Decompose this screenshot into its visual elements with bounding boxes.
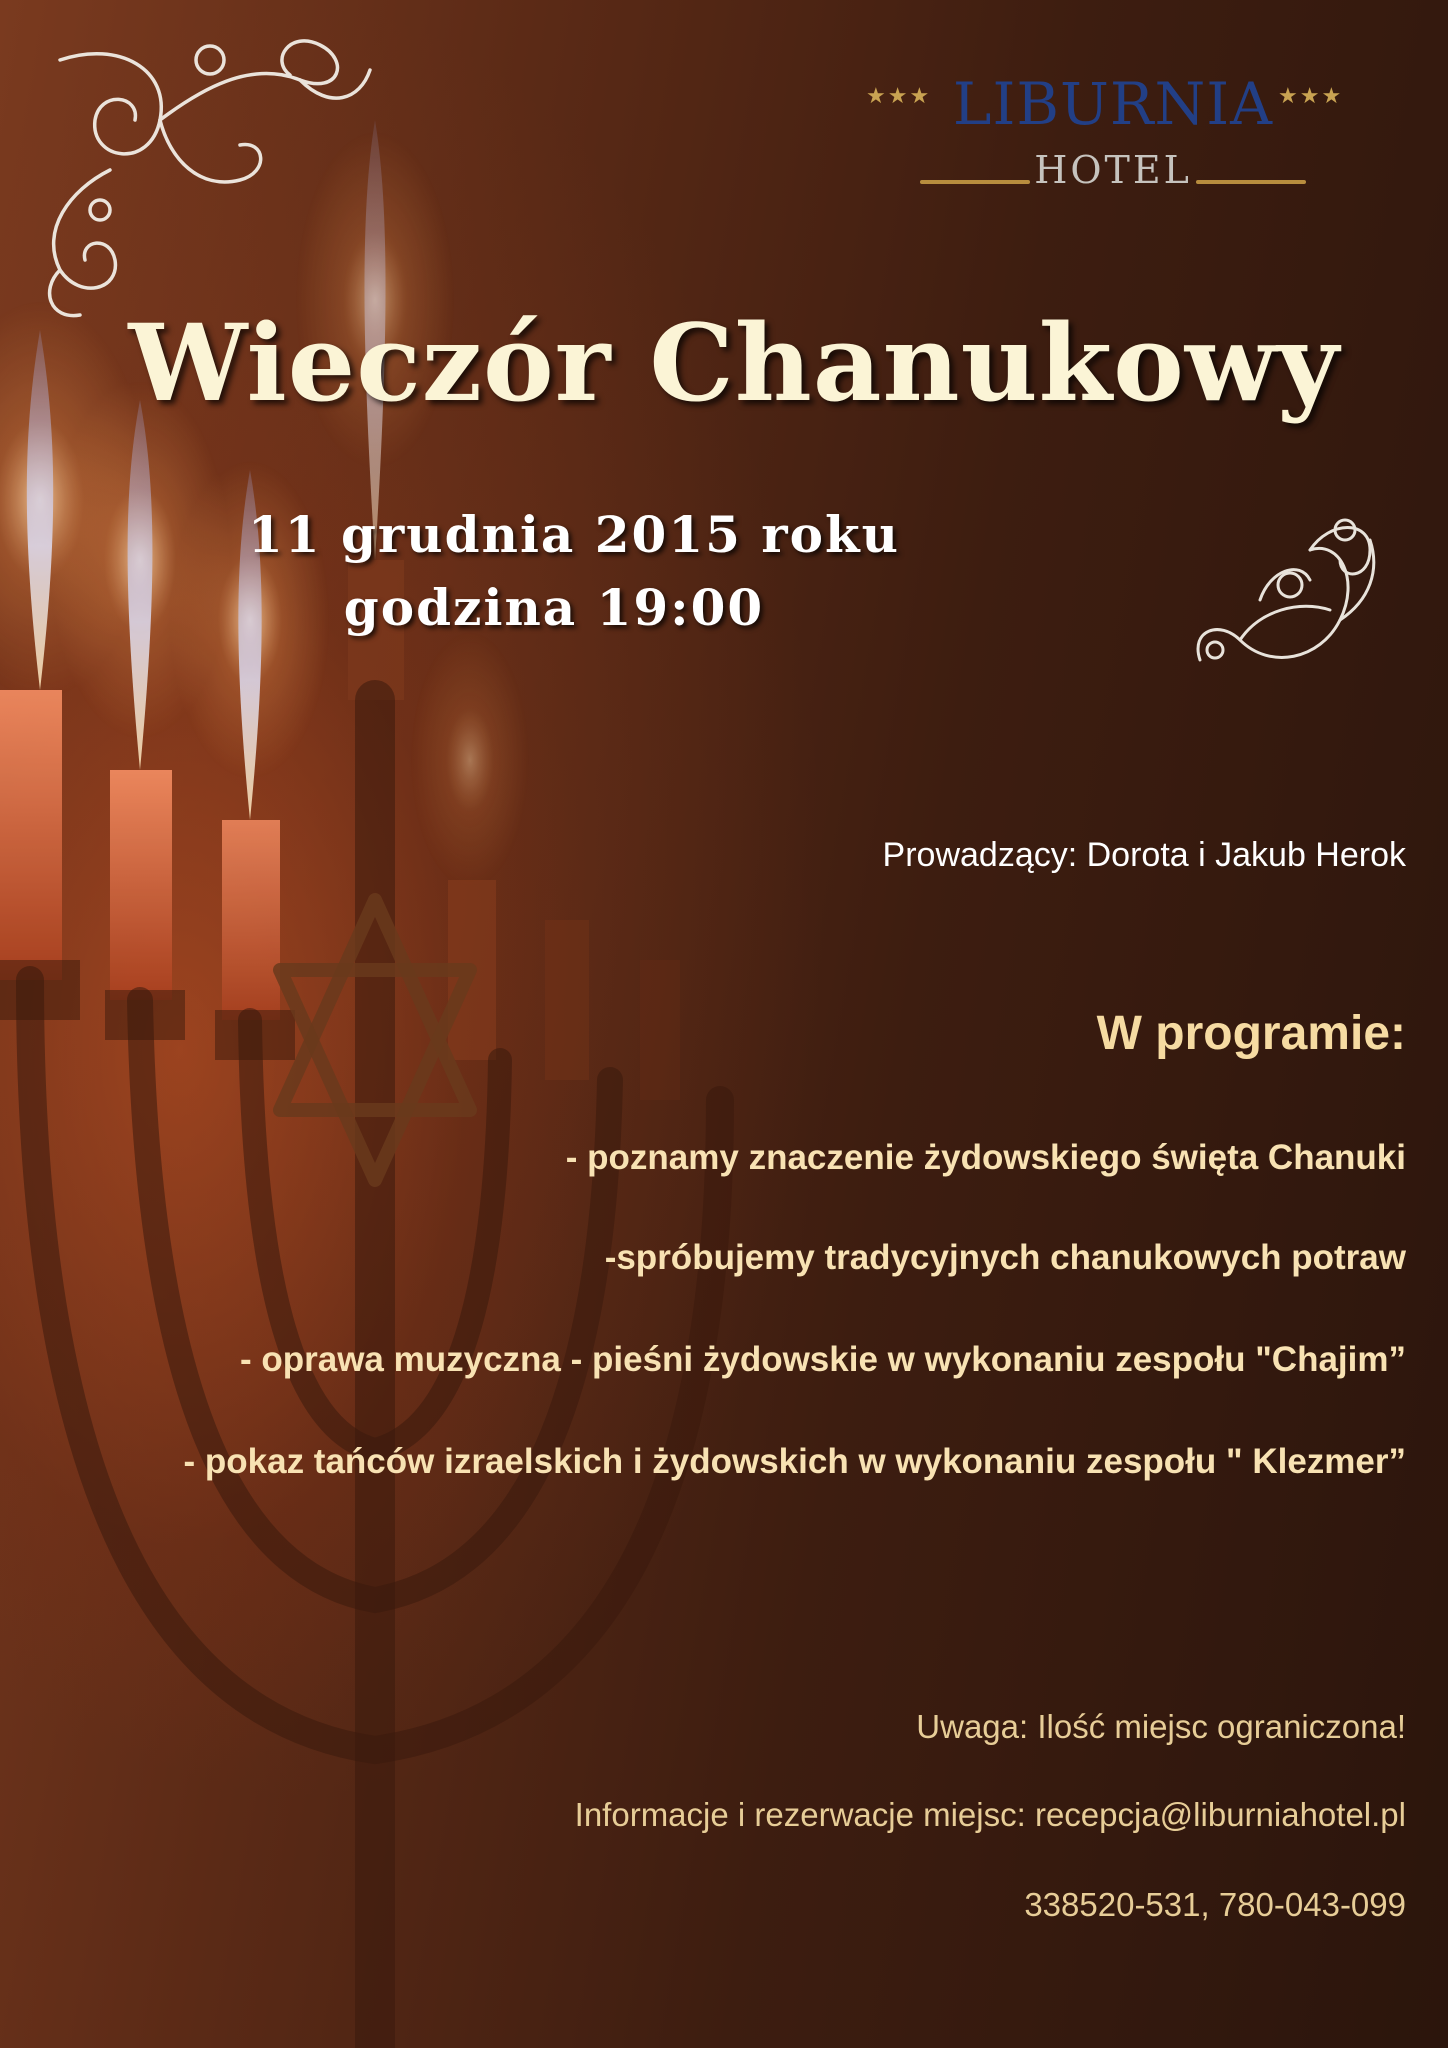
program-item: - poznamy znaczenie żydowskiego święta Chanuki xyxy=(565,1138,1406,1177)
logo-swoosh-right xyxy=(1196,180,1306,184)
event-time: godzina 19:00 xyxy=(343,578,765,637)
event-title: Wieczór Chanukowy xyxy=(128,300,1340,425)
program-item: - pokaz tańców izraelskich i żydowskich w wykonaniu zespołu " Klezmer” xyxy=(183,1442,1406,1481)
host-line: Prowadzący: Dorota i Jakub Herok xyxy=(882,836,1406,874)
logo-stars-right: ★★★ xyxy=(1278,84,1344,109)
reservation-info: Informacje i rezerwacje miejsc: recepcja@liburniahotel.pl xyxy=(574,1796,1406,1833)
phone-numbers: 338520-531, 780-043-099 xyxy=(1024,1886,1406,1923)
hotel-logo xyxy=(860,70,1360,200)
limited-seats-notice: Uwaga: Ilość miejsc ograniczona! xyxy=(916,1708,1406,1745)
logo-stars-left: ★★★ xyxy=(866,84,932,109)
logo-brand: LIBURNIA xyxy=(952,70,1274,138)
program-item: -spróbujemy tradycyjnych chanukowych potraw xyxy=(604,1238,1406,1277)
program-heading: W programie: xyxy=(1096,1007,1406,1060)
program-item: - oprawa muzyczna - pieśni żydowskie w wykonaniu zespołu "Chajim” xyxy=(239,1340,1406,1379)
logo-subtitle: HOTEL xyxy=(1034,148,1192,192)
event-date: 11 grudnia 2015 roku xyxy=(247,505,900,564)
